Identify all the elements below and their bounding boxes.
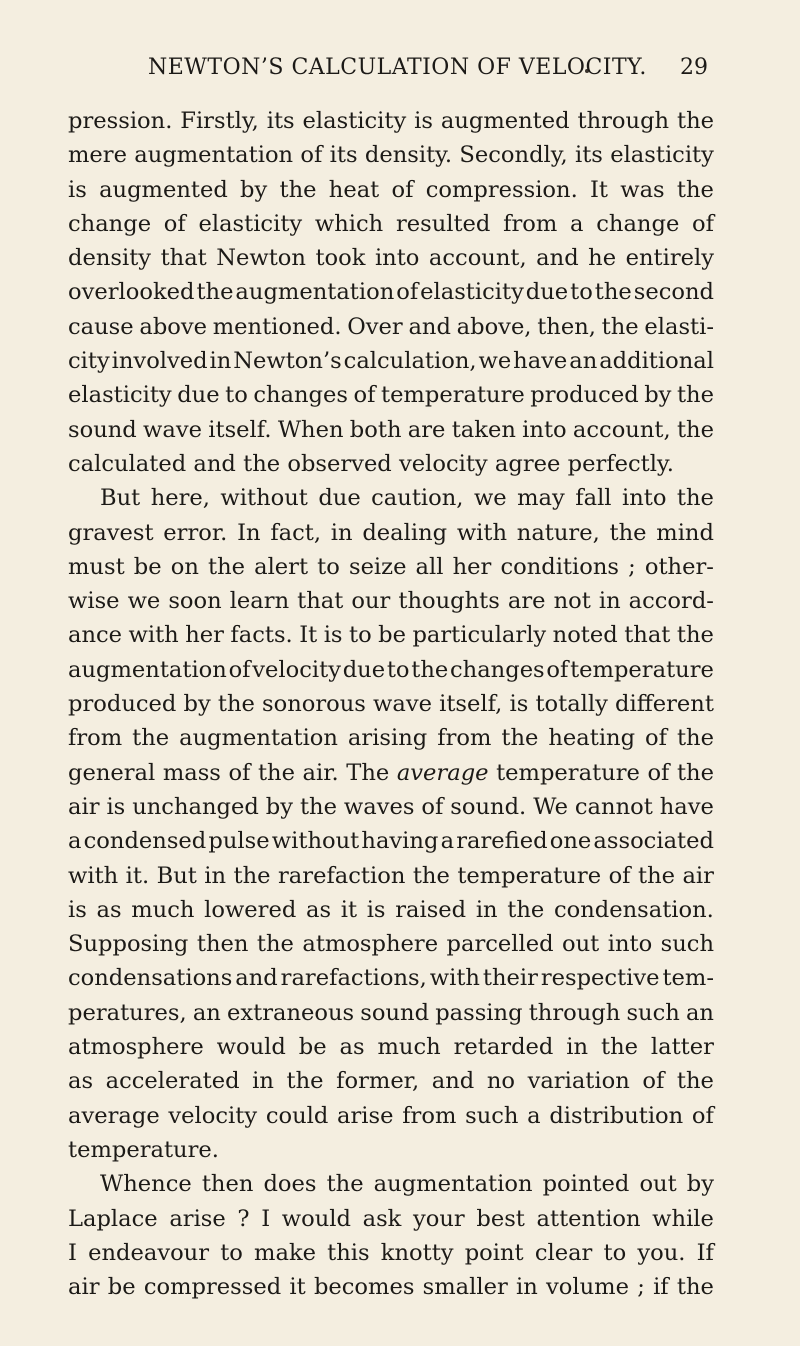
- text-line: cause above mentioned. Over and above, then, the elasti-: [68, 313, 714, 340]
- text-line: calculated and the observed velocity agree perfectly.: [68, 450, 674, 477]
- text-line: sound wave itself. When both are taken into account, the: [68, 416, 714, 443]
- text-line: ance with her facts. It is to be particularly noted that the: [68, 622, 714, 649]
- text-line: Supposing then the atmosphere parcelled out into such: [68, 931, 714, 958]
- text-line: atmosphere would be as much retarded in the latter: [68, 1034, 714, 1061]
- text-line: density that Newton took into account, and he entirely: [68, 245, 714, 272]
- text-line: gravest error. In fact, in dealing with nature, the mind: [68, 519, 714, 546]
- page-header: [148, 55, 708, 85]
- text-line: from the augmentation arising from the heating of the: [68, 725, 714, 752]
- text-line: change of elasticity which resulted from a change of: [68, 210, 714, 237]
- text-line: air be compressed it becomes smaller in volume ; if the: [68, 1274, 714, 1301]
- text-line: general mass of the air. The average temperature of the: [68, 759, 714, 786]
- text-line: condensations and rarefactions, with their respective tem-: [68, 965, 714, 992]
- text-line: mere augmentation of its density. Secondly, its elasticity: [68, 142, 714, 169]
- text-line: with it. But in the rarefaction the temperature of the air: [68, 862, 714, 889]
- text-line: a condensed pulse without having a rarefied one associated: [68, 828, 714, 855]
- text-line: city involved in Newton’s calculation, we have an additional: [68, 348, 714, 375]
- text-line: But here, without due caution, we may fall into the: [100, 485, 714, 512]
- body-text: [68, 104, 714, 1304]
- text-line: elasticity due to changes of temperature produced by the: [68, 382, 714, 409]
- text-line: pression. Firstly, its elasticity is augmented through the: [68, 108, 714, 134]
- text-line: augmentation of velocity due to the changes of temperature: [68, 656, 714, 683]
- text-line: I endeavour to make this knotty point clear to you. If: [68, 1239, 714, 1266]
- text-line: overlooked the augmentation of elasticity due to the second: [68, 279, 714, 306]
- text-line: as accelerated in the former, and no variation of the: [68, 1068, 714, 1095]
- text-line: peratures, an extraneous sound passing through such an: [68, 999, 714, 1026]
- text-line: must be on the alert to seize all her conditions ; other-: [68, 553, 714, 580]
- text-line: Whence then does the augmentation pointed out by: [100, 1171, 714, 1198]
- text-line: wise we soon learn that our thoughts are not in accord-: [68, 588, 714, 615]
- text-line: Laplace arise ? I would ask your best attention while: [68, 1205, 714, 1232]
- page-number: 29: [680, 55, 708, 80]
- text-line: temperature.: [68, 1136, 219, 1163]
- text-line: is as much lowered as it is raised in the condensation.: [68, 896, 714, 923]
- text-line: average velocity could arise from such a distribution of: [68, 1102, 714, 1129]
- text-line: is augmented by the heat of compression. It was the: [68, 176, 714, 203]
- running-title: NEWTON’S CALCULATION OF VELOCITY.: [148, 55, 647, 80]
- text-line: air is unchanged by the waves of sound. We cannot have: [68, 793, 714, 820]
- text-line: produced by the sonorous wave itself, is totally different: [68, 691, 714, 718]
